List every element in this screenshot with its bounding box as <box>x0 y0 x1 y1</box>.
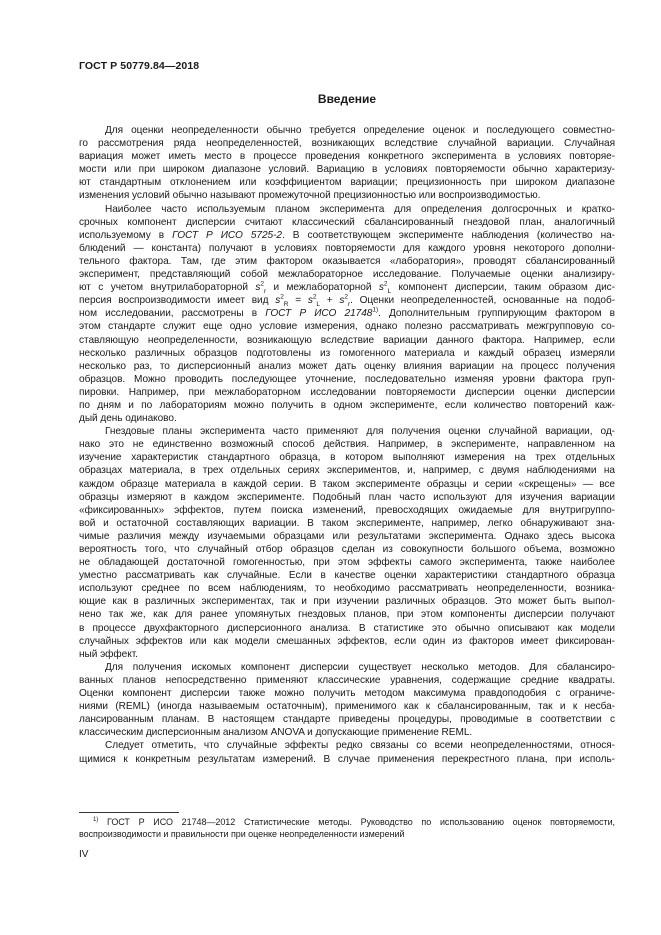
text-run: эксперимент, представляющий собой межлабораторное исследование. Получаемые оценки анализиру- <box>79 269 615 281</box>
paragraph <box>79 425 615 661</box>
text-line <box>79 543 615 556</box>
italic-run: s <box>339 295 345 307</box>
text-line <box>79 464 615 477</box>
text-run: пировки. Например, при межлабораторном исследовании повторяемости дисперсии оценки дисперсии <box>79 386 615 398</box>
text-line <box>79 137 615 150</box>
superscript: 1) <box>372 306 379 314</box>
text-run: используют среднее по всем наблюдениям, то необходимо рассматривать неопределенности, возника- <box>79 583 615 595</box>
text-run: щимися к конкретным результатам измерений. В случае применения перекрестного плана, при исполь- <box>79 753 615 765</box>
text-line <box>79 700 615 713</box>
text-line <box>79 294 615 307</box>
text-line <box>79 661 615 674</box>
italic-run: ГОСТ Р ИСО 21748 <box>265 308 373 320</box>
document-code-header: ГОСТ Р 50779.84—2018 <box>79 60 200 72</box>
footnote <box>79 816 615 840</box>
text-run: нено так же, как для ранее упомянутых гнездовых планов, при этом компоненты дисперсии получают <box>79 609 615 621</box>
text-run: случайных эффектов или как модели смешанных эффектов, если один из факторов имеет фиксирован- <box>79 635 615 647</box>
paragraph <box>79 124 615 203</box>
text-run: изучение характеристик стандартного образца, в котором выполняют измерения на трех отдельных <box>79 452 615 464</box>
italic-run: s <box>378 282 384 294</box>
text-run: ют с учетом внутрилабораторной <box>79 282 256 294</box>
text-line <box>79 674 615 687</box>
text-line <box>79 491 615 504</box>
text-run: классическим дисперсионным анализом ANOVA и допускающие применение REML. <box>79 727 473 739</box>
text-line <box>79 216 615 229</box>
paragraph <box>79 661 615 740</box>
text-line <box>79 373 615 386</box>
text-run: используемому в <box>79 229 173 241</box>
text-line <box>79 753 615 766</box>
text-line <box>79 595 615 608</box>
text-run: образцов. Можно проводить последующее уточнение, последовательно изменяя уровни фактора груп- <box>79 373 615 385</box>
text-line <box>79 608 615 621</box>
text-line <box>79 648 615 661</box>
text-line <box>79 386 615 399</box>
text-run: = <box>288 295 308 307</box>
text-run: тельного фактора. Там, где этим фактором оказывается «лаборатория», проводят сбалансированный <box>79 255 615 267</box>
text-line <box>79 517 615 530</box>
text-run: . Дополнительным группирующим фактором в <box>378 308 615 320</box>
text-run: чимые различия между изучаемыми образцами или результатами эксперимента. Однако здесь высока <box>79 530 615 542</box>
text-run: Следует отметить, что случайные эффекты редко связаны со всеми неопределенностями, относя- <box>105 740 615 752</box>
italic-run: s <box>307 295 313 307</box>
text-line <box>79 360 615 373</box>
text-line <box>79 320 615 333</box>
text-line <box>79 687 615 700</box>
text-run: ный эффект. <box>79 648 138 660</box>
text-run: ванных планов непосредственно применяют классические уравнения, содержащие средние квадраты. <box>79 674 615 686</box>
italic-run: s <box>255 282 261 294</box>
text-line <box>79 399 615 412</box>
footnote-separator <box>79 812 179 813</box>
text-line <box>79 739 615 752</box>
text-line <box>79 582 615 595</box>
text-line <box>79 281 615 294</box>
text-line <box>79 530 615 543</box>
text-run: персия воспроизводимости имеет вид <box>79 295 276 307</box>
text-run: «фиксированных» эффектов, путем поиска изменений, превосходящих ожидаемые для внутригруппо- <box>79 504 615 516</box>
text-run: образцы измеряют в каждом эксперименте. Подобный план часто используют для изучения вариации <box>79 491 615 503</box>
text-run: Наиболее часто используемым планом эксперимента для определения долгосрочных и кратко- <box>105 203 615 215</box>
text-line <box>79 163 615 176</box>
text-run: ном исследовании, рассмотрены в <box>79 308 266 320</box>
text-run: изменения условий обычно называют промежуточной прецизионностью или воспроизводимостью. <box>79 190 541 202</box>
text-run: вероятность того, что случайный отбор образцов сделан из совокупности большого объема, возможно <box>79 544 615 555</box>
subscript: L <box>316 301 320 309</box>
text-run: ют стандартным отклонением или коэффициентом вариации; прецизионность при широком диапазоне <box>79 177 615 189</box>
text-run: компонент дисперсии, таким образом дис- <box>391 282 615 294</box>
text-run: уместно рассматривать как случайные. Если в качестве оценки характеристики стандартного образца <box>79 570 615 582</box>
text-run: срочных компонент дисперсии считают классический сбалансированный гнездовой план, аналогичный <box>79 216 615 228</box>
text-line <box>79 242 615 255</box>
subscript: r <box>347 301 351 309</box>
text-line <box>79 176 615 189</box>
text-line <box>79 307 615 320</box>
text-run: каждом образце материала в каждой серии. В таком эксперименте образцы и серии «скрещены» — все <box>79 478 615 490</box>
text-run: Для получения искомых компонент дисперсии существует несколько методов. Для сбалансиро- <box>105 661 615 673</box>
text-line <box>79 203 615 216</box>
text-line <box>79 451 615 464</box>
text-run: в процессе двухфакторного дисперсионного анализа. В статистике это обычно описывают как модели <box>79 622 615 634</box>
footnote-line <box>79 816 615 828</box>
superscript: 2 <box>383 280 388 288</box>
text-run: . Оценки неопределенностей, основанные на подоб- <box>350 295 616 307</box>
footnote-marker: 1) <box>93 817 99 823</box>
text-run: несколько различных образцов подготовлены из гомогенного материала и каждый образец измеряли <box>79 347 615 359</box>
footnote-text: ГОСТ Р ИСО 21748—2012 Статистические методы. Руководство по использованию оценок повторяемости, <box>107 817 615 827</box>
subscript: r <box>263 288 267 296</box>
italic-run: ГОСТ Р ИСО 5725-2 <box>172 229 282 241</box>
text-line <box>79 150 615 163</box>
subscript: L <box>387 288 392 296</box>
text-line <box>79 726 615 739</box>
superscript: 2 <box>344 293 348 301</box>
text-line <box>79 124 615 137</box>
text-run: го рассмотрения ряда неопределенностей, возникающих вследствие случайной вариации. Случайная <box>79 138 615 150</box>
text-line <box>79 412 615 425</box>
text-run: вой и остаточной составляющих вариации. В таком эксперименте, например, легко обнаруживают зна- <box>79 517 615 529</box>
italic-run: s <box>275 295 281 307</box>
text-run: и межлабораторной <box>266 282 379 294</box>
text-run: ниями (REML) (иногда называемым остаточным), применимого как к сбалансированным, так и к несба- <box>79 701 615 713</box>
subscript: R <box>283 301 289 309</box>
text-line <box>79 425 615 438</box>
text-line <box>79 347 615 360</box>
text-run: вариация может иметь место в процессе проведения конкретного эксперимента в условиях повторяе- <box>79 151 615 163</box>
body-text <box>79 124 615 766</box>
text-run: несколько раз, то дисперсионный анализ может дать оценку влияния вариации на процесс получения <box>79 360 615 372</box>
text-line <box>79 504 615 517</box>
text-run: этом стандарте служит еще одно условие измерения, однако полезно рассматривать межгрупповую со- <box>79 321 615 333</box>
text-run: образцах материала, в трех отдельных сериях экспериментов, и, например, с двумя наблюдениями на <box>79 465 615 477</box>
text-run: мости или при широком диапазоне условий. Вариацию в условиях повторяемости обычно характеризу- <box>79 164 615 176</box>
superscript: 2 <box>260 280 264 288</box>
page-number: IV <box>79 849 89 860</box>
text-run: по дням и по лабораториям можно получить в одном эксперименте, если количество повторений каж- <box>79 399 615 411</box>
text-line <box>79 556 615 569</box>
footnote-text: воспроизводимости и правильности при оценке неопределенности измерений <box>79 829 405 839</box>
text-line <box>79 255 615 268</box>
text-run: ющие как в различных экспериментах, так и при изучении различных образцов. Это может быть выпол- <box>79 596 615 608</box>
text-run: лансированным планам. В настоящем стандарте приведены процедуры, проводимые в соответствии с <box>79 714 615 726</box>
text-line <box>79 622 615 635</box>
paragraph <box>79 203 615 426</box>
text-run: Гнездовые планы эксперимента часто применяют для получения оценки случайной вариации, од- <box>105 426 615 438</box>
text-line <box>79 438 615 451</box>
text-run: Оценки компонент дисперсии также можно получить методом максимума правдоподобия с ограниче- <box>79 688 615 700</box>
text-line <box>79 713 615 726</box>
text-run: нако это не единственно возможный способ действия. Например, в эксперименте, направленном на <box>79 439 615 451</box>
section-heading: Введение <box>317 92 377 106</box>
text-run: не обладающей достаточной гомогенностью, при этом эффекты самого эксперимента, также наиболее <box>79 557 615 569</box>
text-run: блюдений — константа) получают в условиях повторяемости для каждого уровня некоторого дополни- <box>79 242 615 254</box>
text-line <box>79 268 615 281</box>
text-line <box>79 478 615 491</box>
text-line <box>79 189 615 202</box>
text-run: + <box>319 295 340 307</box>
footnote-line <box>79 828 615 840</box>
text-run: ставляющую неопределенности, возникающую вследствие вариации данного фактора. Например, если <box>79 334 615 346</box>
text-run: дый день одинаково. <box>79 413 177 425</box>
text-line <box>79 635 615 648</box>
text-line <box>79 569 615 582</box>
paragraph <box>79 739 615 765</box>
text-line <box>79 334 615 347</box>
text-line <box>79 229 615 242</box>
text-run: Для оценки неопределенности обычно требуется определение оценок и последующего совместно- <box>105 125 615 136</box>
superscript: 2 <box>280 293 284 301</box>
superscript: 2 <box>312 293 317 301</box>
text-run: . В соответствующем эксперименте наблюдения (количество на- <box>282 229 615 241</box>
